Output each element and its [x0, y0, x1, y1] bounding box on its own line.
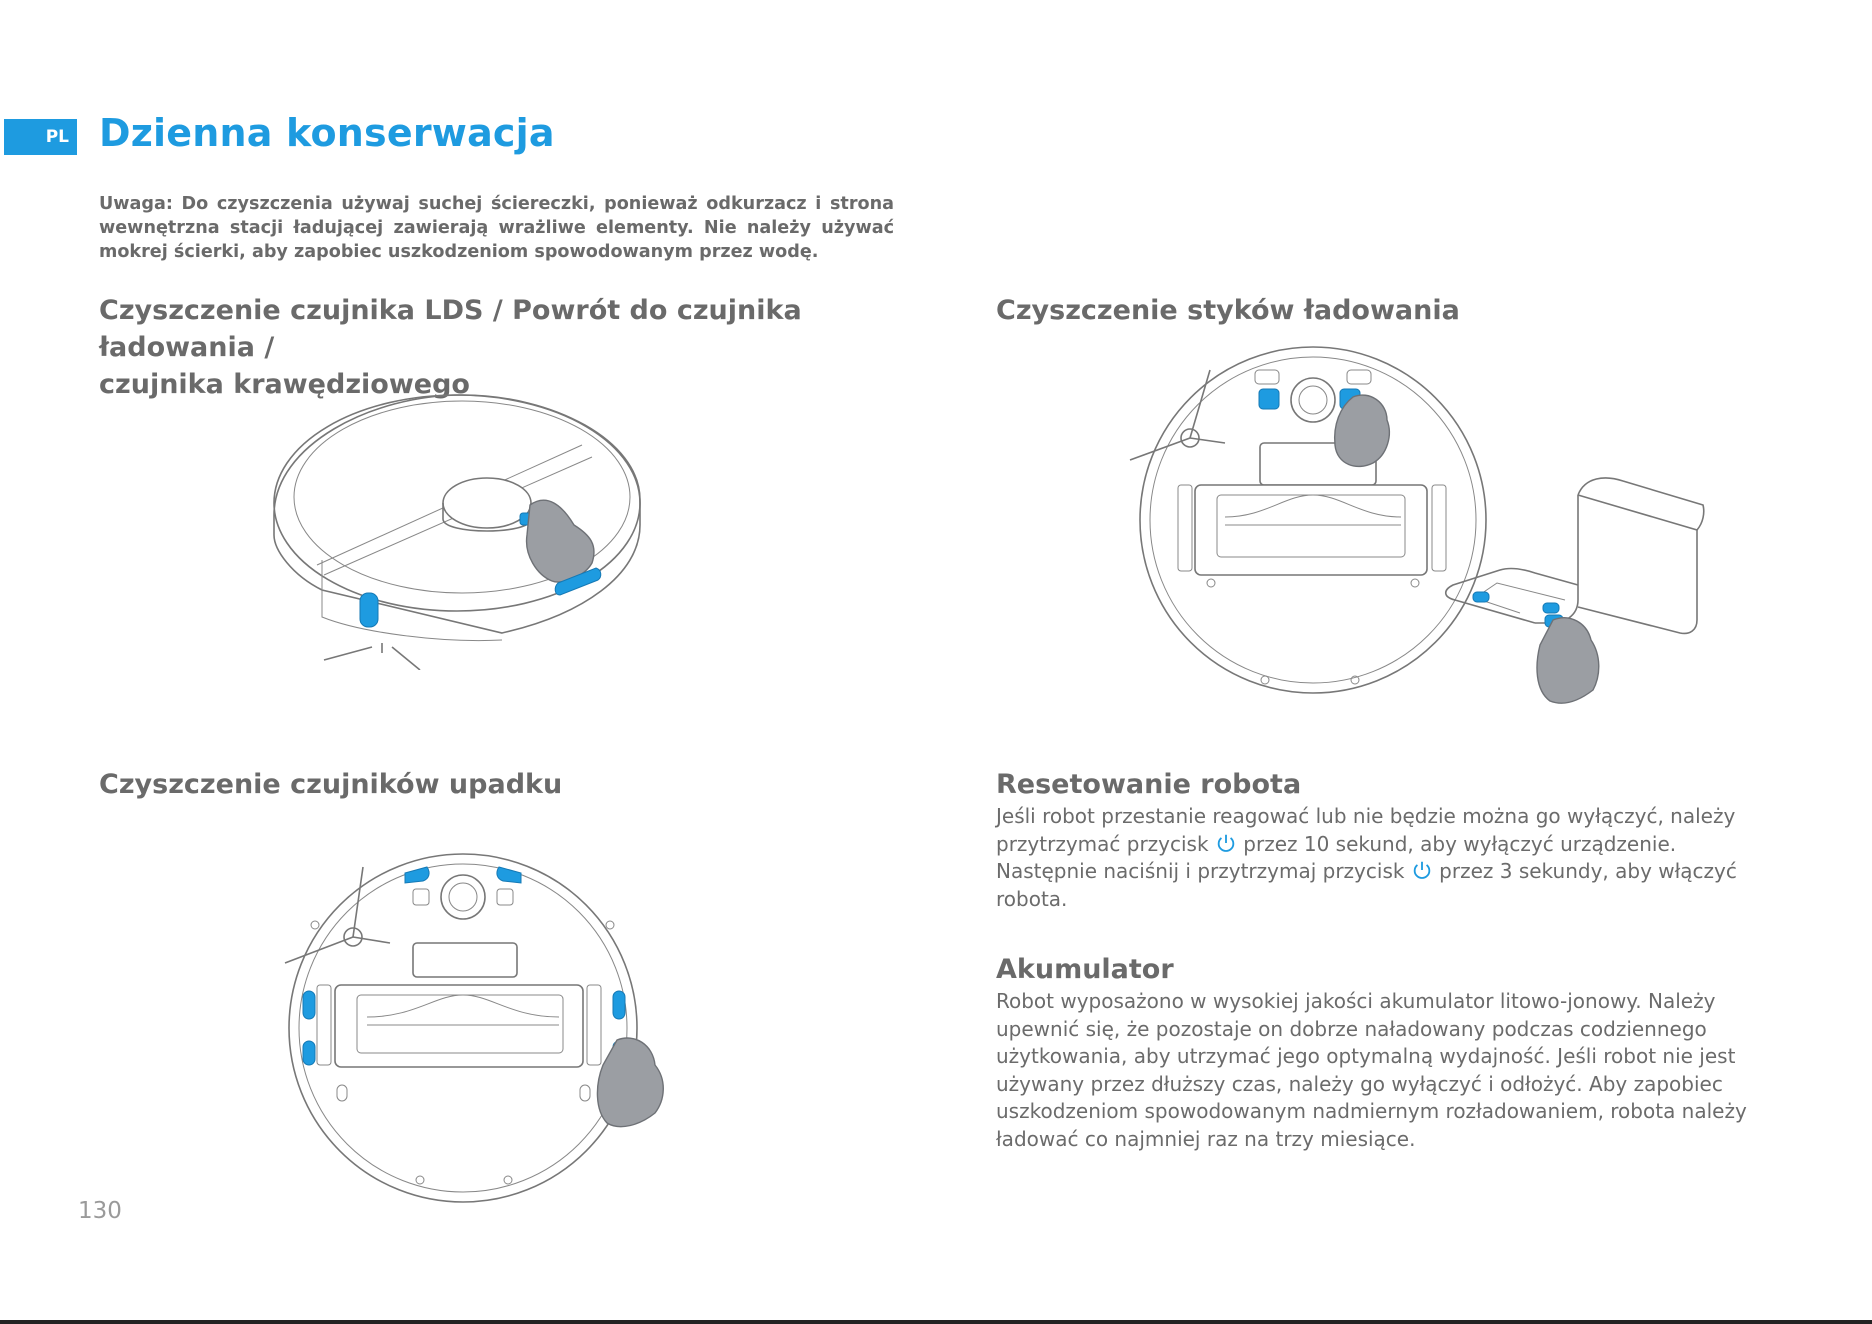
lds-heading-line1: Czyszczenie czujnika LDS / Powrót do czujnika ładowania /	[99, 295, 802, 363]
reset-heading: Resetowanie robota	[996, 769, 1302, 800]
battery-line: upewnić się, że pozostaje on dobrze naładowany podczas codziennego	[996, 1016, 1707, 1041]
battery-line: użytkowania, aby utrzymać jego optymalną wydajność. Jeśli robot nie jest	[996, 1044, 1736, 1068]
lds-cleaning-illustration	[262, 385, 652, 670]
battery-section	[996, 951, 1816, 1153]
reset-line: Jeśli robot przestanie reagować lub nie będzie można go wyłączyć, należy	[996, 804, 1736, 828]
caution-note: Uwaga: Do czyszczenia używaj suchej ściereczki, ponieważ odkurzacz i strona wewnętrzna stacji ładującej zawierają wrażliwe elementy. Nie należy używać mokrej ścierki, aby zapobiec uszkodzeniom spowodowanym przez wodę.	[99, 194, 894, 262]
reset-line	[996, 831, 1816, 859]
page-title: Dzienna konserwacja	[99, 111, 555, 155]
reset-line-part: przez 10 sekund, aby wyłączyć urządzenie.	[1243, 831, 1677, 856]
reset-line-part: przez 3 sekundy, aby włączyć	[1439, 859, 1737, 883]
battery-line: ładować co najmniej raz na trzy miesiące.	[996, 1126, 1416, 1151]
cliff-section-heading: Czyszczenie czujników upadku	[99, 769, 563, 800]
battery-line: używany przez dłuższy czas, należy go wyłączyć i odłożyć. Aby zapobiec	[996, 1071, 1723, 1096]
battery-line: uszkodzeniom spowodowanym nadmiernym rozładowaniem, robota należy	[996, 1099, 1747, 1123]
reset-line-part: przytrzymać przycisk	[996, 831, 1209, 856]
power-icon	[1215, 832, 1237, 854]
reset-section	[996, 766, 1816, 913]
reset-line-part: Następnie naciśnij i przytrzymaj przycisk	[996, 859, 1405, 883]
language-tab: PL	[4, 119, 77, 155]
contacts-section-heading: Czyszczenie styków ładowania	[996, 295, 1460, 326]
reset-line	[996, 858, 1816, 886]
reset-text	[996, 803, 1816, 913]
battery-text	[996, 988, 1816, 1153]
cliff-sensors-illustration	[275, 845, 685, 1207]
battery-heading: Akumulator	[996, 954, 1174, 985]
reset-line: robota.	[996, 886, 1068, 911]
power-icon	[1411, 859, 1433, 881]
bottom-rule	[0, 1320, 1872, 1324]
charging-contacts-illustration	[1125, 345, 1705, 707]
battery-line: Robot wyposażono w wysokiej jakości akumulator litowo-jonowy. Należy	[996, 989, 1716, 1013]
lds-heading-line2: czujnika krawędziowego	[99, 369, 470, 400]
page-number: 130	[78, 1198, 122, 1224]
